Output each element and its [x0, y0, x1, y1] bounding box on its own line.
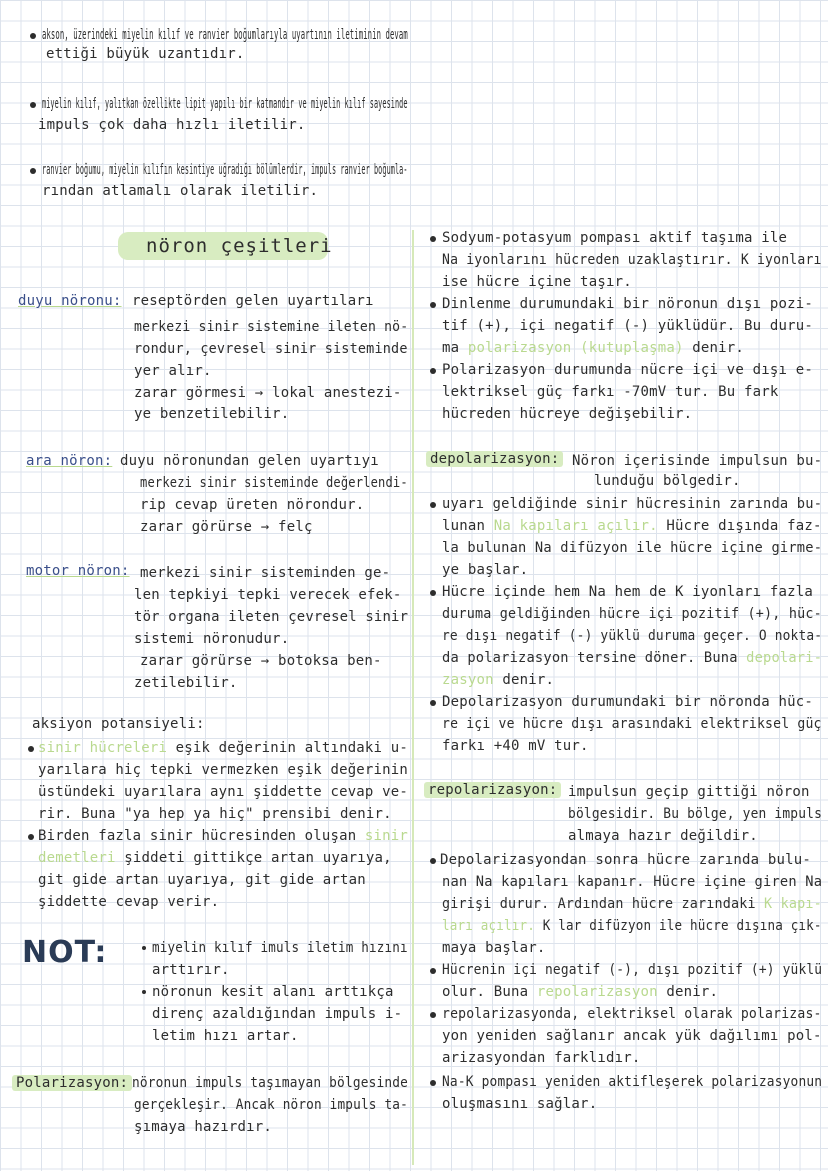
bullet-dot	[430, 968, 436, 974]
polar-line: gerçekleşir. Ancak nöron impuls ta-	[134, 1097, 408, 1113]
depol-line: re dışı negatif (-) yüklü duruma geçer. O nokta-	[442, 628, 823, 644]
right-line: hücreden hücreye değişebilir.	[442, 406, 693, 422]
section-title: nöron çeşitleri	[146, 235, 333, 257]
duyu-line: rondur, çevresel sinir sisteminde	[134, 341, 408, 357]
ara-line: rip cevap üreten nörondur.	[140, 497, 365, 513]
repol-line: almaya hazır değildir.	[568, 828, 758, 844]
bullet-dot	[28, 834, 34, 840]
right-line: ma polarizasyon (kutuplaşma) denir.	[442, 340, 745, 356]
bullet-dot	[142, 990, 146, 994]
motor-line: len tepkiyi tepki verecek efek-	[134, 587, 402, 603]
repol-line: Na-K pompası yeniden aktifleşerek polarizasyonun	[442, 1074, 823, 1090]
depol-line: re içi ve hücre dışı arasındaki elektriksel güç	[442, 716, 822, 732]
bullet-dot	[430, 302, 436, 308]
aksiyon-line: sinir hücreleri eşik değerinin altındaki u-	[38, 740, 408, 756]
intro-line: ranvier boğumu, miyelin kılıfın kesintiye uğradığı bölümlerdir, impuls ranvier boğumla-	[42, 162, 408, 178]
right-line: tif (+), içi negatif (-) yüklüdür. Bu duru-	[442, 318, 814, 334]
motor-line: sistemi nöronudur.	[134, 631, 290, 647]
depol-line: lunduğu bölgedir.	[594, 473, 741, 489]
motor-line: tör organa ileten çevresel sinir	[134, 609, 409, 625]
depol-line: lunan Na kapıları açılır. Hücre dışında faz-	[442, 518, 822, 534]
motor-line: zetilebilir.	[134, 675, 238, 691]
not-line: nöronun kesit alanı arttıkça	[152, 984, 394, 1000]
motor-line: merkezi sinir sisteminden ge-	[140, 565, 391, 581]
repol-line: nan Na kapıları kapanır. Hücre içine giren Na	[442, 874, 823, 890]
depol-line: da polarizasyon tersine döner. Buna depolari-	[442, 650, 823, 666]
term-duyu-noronu: duyu nöronu:	[18, 293, 122, 309]
duyu-line: ye benzetilebilir.	[134, 406, 290, 422]
repol-line: repolarizasyonda, elektriksel olarak polarizas-	[442, 1006, 822, 1022]
bullet-dot	[142, 946, 146, 950]
repol-line: arizasyondan farklıdır.	[442, 1050, 641, 1066]
bullet-dot	[430, 590, 436, 596]
not-line: arttırır.	[152, 962, 230, 978]
bullet-dot	[430, 368, 436, 374]
term-depolarizasyon: depolarizasyon:	[426, 450, 563, 468]
not-line: letim hızı artar.	[152, 1028, 299, 1044]
depol-line: uyarı geldiğinde sinir hücresinin zarında bu-	[442, 496, 823, 512]
bullet-dot	[430, 1080, 436, 1086]
aksiyon-line: Birden fazla sinir hücresinden oluşan sinir	[38, 828, 408, 844]
duyu-line: zarar görmesi → lokal anestezi-	[134, 385, 402, 401]
not-line: miyelin kılıf imuls iletim hızını	[152, 940, 408, 956]
repol-line: olur. Buna repolarizasyon denir.	[442, 984, 719, 1000]
polar-line: nöronun impuls taşımayan bölgesinde	[132, 1075, 409, 1091]
bullet-dot	[430, 1012, 436, 1018]
term-motor-noron: motor nöron:	[26, 563, 130, 579]
ara-line: merkezi sinir sisteminde değerlendi-	[140, 475, 408, 491]
intro-line: miyelin kılıf, yalıtkan özellikte lipit yapılı bir katmandır ve miyelin kılıf sayesinde	[42, 96, 408, 112]
not-line: direnç azaldığından impuls i-	[152, 1006, 403, 1022]
intro-line: impuls çok daha hızlı iletilir.	[38, 117, 306, 133]
duyu-line: merkezi sinir sistemine ileten nö-	[134, 319, 409, 335]
depol-line: Depolarizasyon durumundaki bir nöronda hüc-	[442, 694, 814, 710]
repol-line: oluşmasını sağlar.	[442, 1096, 598, 1112]
term-ara-noron: ara nöron:	[26, 453, 113, 469]
polar-line: şımaya hazırdır.	[134, 1119, 273, 1135]
right-line: Dinlenme durumundaki bir nöronun dışı pozi-	[442, 296, 814, 312]
right-line: lektriksel güç farkı -70mV tur. Bu fark	[442, 384, 779, 400]
bullet-dot	[430, 858, 436, 864]
repol-line: maya başlar.	[442, 940, 546, 956]
depol-line: farkı +40 mV tur.	[442, 738, 589, 754]
aksiyon-line: demetleri şiddeti gittikçe artan uyarıya,	[38, 850, 392, 866]
aksiyon-title: aksiyon potansiyeli:	[32, 716, 205, 732]
intro-line: akson, üzerindeki miyelin kılıf ve ranvier boğumlarıyla uyartının iletiminin devam	[42, 27, 408, 43]
intro-line: rından atlamalı olarak iletilir.	[42, 183, 319, 199]
repol-line: Depolarizasyondan sonra hücre zarında bulu-	[440, 852, 812, 868]
term-repolarizasyon: repolarizasyon:	[424, 781, 561, 799]
bullet-dot	[430, 236, 436, 242]
aksiyon-line: üstündeki uyarılara aynı şiddette cevap ve-	[38, 784, 408, 800]
repol-line: yon yeniden sağlanır ancak yük dağılımı pol-	[442, 1028, 822, 1044]
duyu-line: reseptörden gelen uyartıları	[132, 293, 374, 309]
depol-line: Nöron içerisinde impulsun bu-	[572, 453, 823, 469]
depol-line: duruma geldiğinden hücre içi pozitif (+), hüc-	[442, 606, 822, 622]
right-line: Polarizasyon durumunda nücre içi ve dışı e-	[442, 362, 814, 378]
bullet-dot	[430, 700, 436, 706]
ara-line: zarar görürse → felç	[140, 519, 313, 535]
aksiyon-line: rir. Buna "ya hep ya hiç" prensibi denir.	[38, 806, 392, 822]
repol-line: ları açılır. K lar difüzyon ile hücre dışına çık-	[442, 918, 822, 934]
right-line: Na iyonlarını hücreden uzaklaştırır. K iyonları	[442, 252, 822, 268]
term-polarizasyon: Polarizasyon:	[12, 1074, 132, 1092]
bullet-dot	[30, 33, 36, 39]
bullet-dot	[430, 502, 436, 508]
depol-line: zasyon denir.	[442, 672, 555, 688]
motor-line: zarar görürse → botoksa ben-	[140, 653, 382, 669]
bullet-dot	[30, 168, 36, 174]
bullet-dot	[30, 102, 36, 108]
duyu-line: yer alır.	[134, 363, 212, 379]
bullet-dot	[28, 746, 34, 752]
intro-line: ettiği büyük uzantıdır.	[46, 46, 245, 62]
aksiyon-line: git gide artan uyarıya, git gide artan	[38, 872, 366, 888]
repol-line: girişi durur. Ardından hücre zarındaki K kapı-	[442, 896, 822, 912]
repol-line: impulsun geçip gittiği nöron	[568, 784, 810, 800]
aksiyon-line: yarılara hiç tepki vermezken eşik değerinin	[38, 762, 408, 778]
right-line: Sodyum-potasyum pompası aktif taşıma ile	[442, 230, 788, 246]
depol-line: la bulunan Na difüzyon ile hücre içine girme-	[442, 540, 823, 556]
column-divider	[412, 230, 414, 1165]
aksiyon-line: şiddette cevap verir.	[38, 894, 220, 910]
depol-line: ye başlar.	[442, 562, 529, 578]
depol-line: Hücre içinde hem Na hem de K iyonları fazla	[442, 584, 814, 600]
repol-line: bölgesidir. Bu bölge, yen impuls	[568, 806, 823, 822]
repol-line: Hücrenin içi negatif (-), dışı pozitif (+) yüklü	[442, 962, 823, 978]
not-label: NOT:	[22, 935, 108, 970]
right-line: ise hücre içine taşır.	[442, 274, 632, 290]
ara-line: duyu nöronundan gelen uyartıyı	[120, 453, 379, 469]
